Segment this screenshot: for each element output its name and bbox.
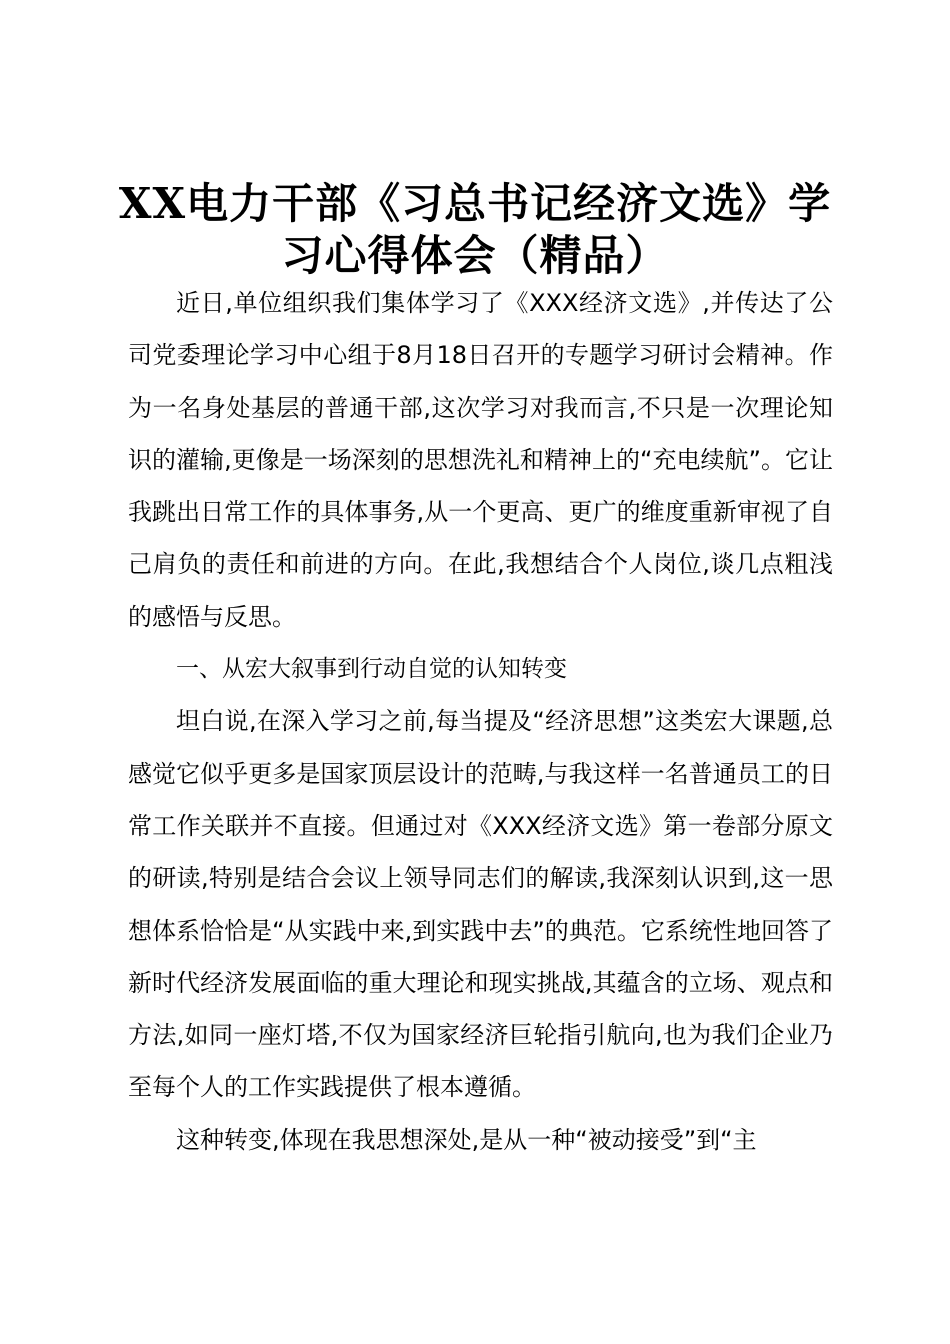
section-heading-1: 一、从宏大叙事到行动自觉的认知转变: [176, 656, 567, 683]
title-line-2: 习心得体会（精品）: [281, 231, 669, 280]
paragraph-section-1-continued: 这种转变,体现在我思想深处,是从一种“被动接受”到“主: [176, 1125, 757, 1154]
paragraph-intro: 近日,单位组织我们集体学习了《XXX经济文选》,并传达了公司党委理论学习中心组于8月18日召开的专题学习研讨会精神。作为一名身处基层的普通干部,这次学习对我而言,不只是一次理论知识的灌输,更像是一场深刻的思想洗礼和精神上的“充电续航”。它让我跳出日常工作的具体事务,从一个更高、更广的维度重新审视了自己肩负的责任和前进的方向。在此,我想结合个人岗位,谈几点粗浅的感悟与反思。: [128, 289, 833, 631]
paragraph-section-1: 坦白说,在深入学习之前,每当提及“经济思想”这类宏大课题,总感觉它似乎更多是国家顶层设计的范畴,与我这样一名普通员工的日常工作关联并不直接。但通过对《XXX经济文选》第一卷部分原文的研读,特别是结合会议上领导同志们的解读,我深刻认识到,这一思想体系恰恰是“从实践中来,到实践中去”的典范。它系统性地回答了新时代经济发展面临的重大理论和现实挑战,其蕴含的立场、观点和方法,如同一座灯塔,不仅为国家经济巨轮指引航向,也为我们企业乃至每个人的工作实践提供了根本遵循。: [128, 707, 833, 1102]
document-body: [128, 277, 833, 1166]
document-title: [110, 178, 840, 282]
title-line-1: XX电力干部《习总书记经济文选》学: [118, 179, 832, 228]
